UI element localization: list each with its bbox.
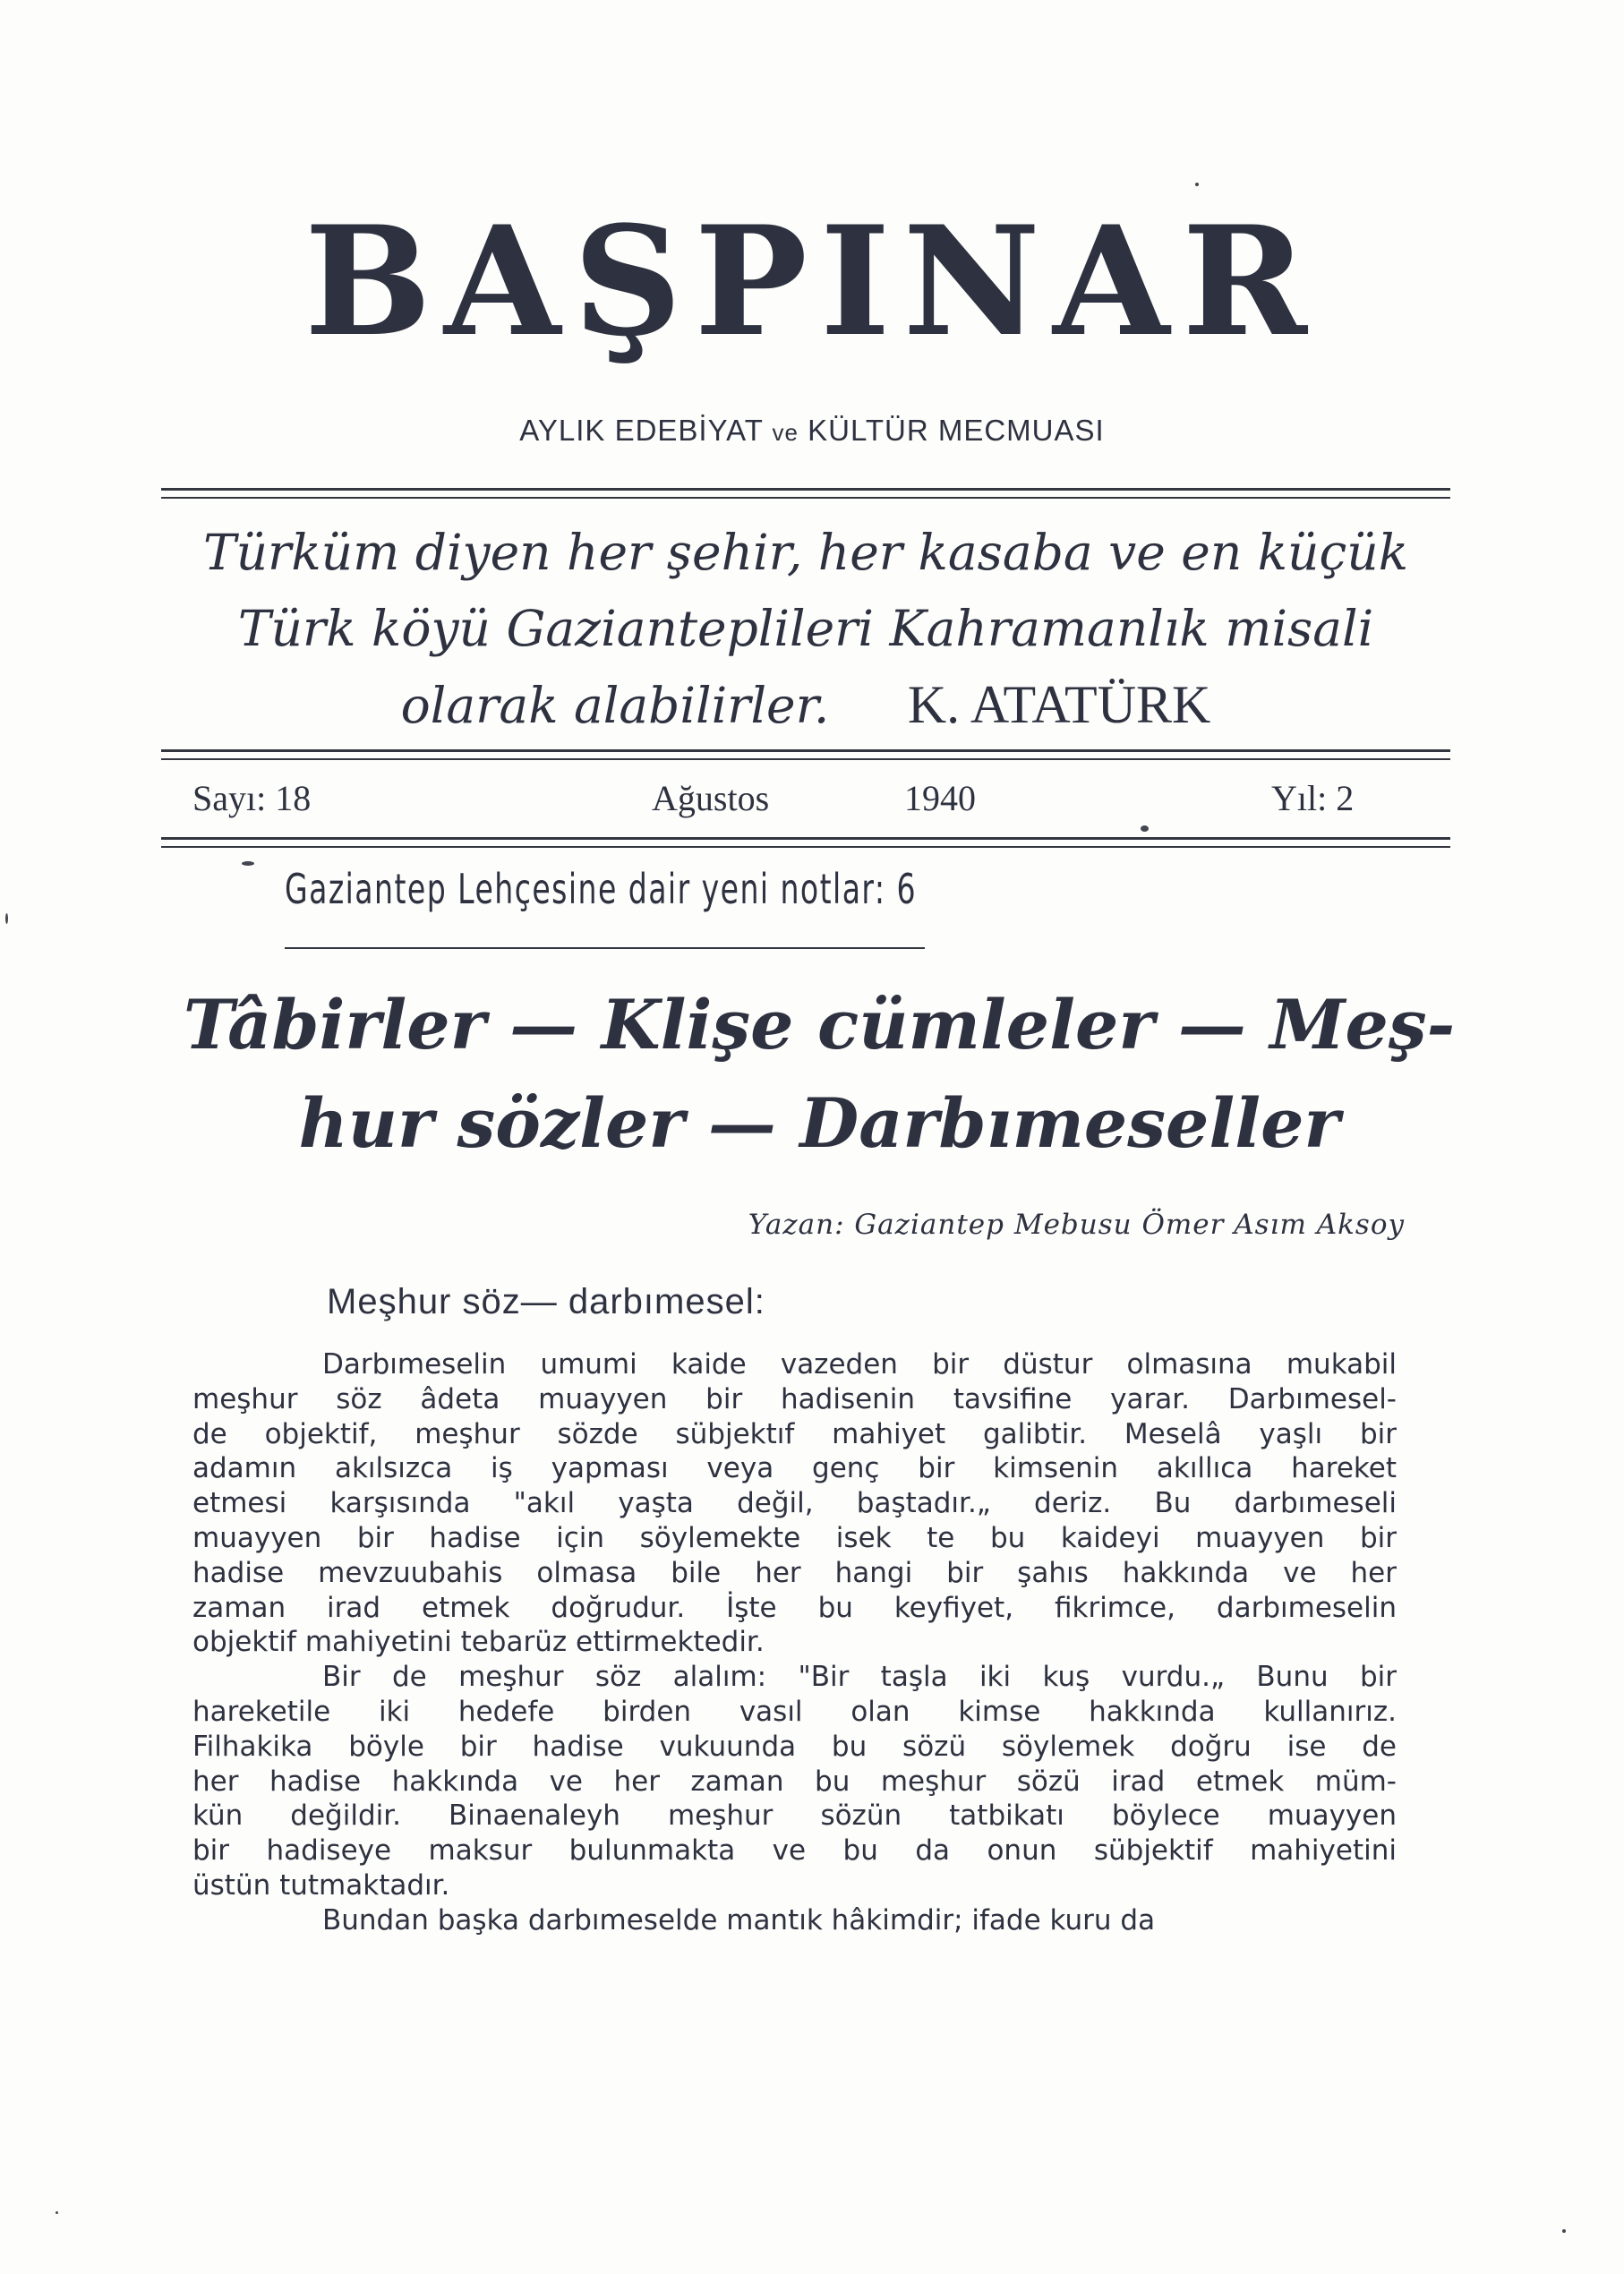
article-body [192, 1347, 1397, 1938]
issue-month: Ağustos [652, 778, 770, 818]
scan-speck [1195, 183, 1199, 186]
series-title: Gaziantep Lehçesine dair yeni notlar: 6 [285, 865, 917, 913]
ataturk-quote [161, 515, 1450, 744]
subtitle-part-b: KÜLTÜR MECMUASI [808, 414, 1105, 447]
scan-speck [1141, 825, 1149, 832]
body-line: kün değildir. Binaenaleyh meşhur sözün tatbikatı böylece muayyen [192, 1800, 1397, 1833]
body-line: zaman irad etmek doğrudur. İşte bu keyfiyet, fikrimce, darbımeselin [192, 1591, 1397, 1624]
quote-line-3-text: olarak alabilirler. [400, 677, 830, 734]
quote-line-3 [161, 667, 1450, 744]
body-line: hareketile iki hedefe birden vasıl olan kimse hakkında kullanırız. [192, 1695, 1397, 1728]
headline-line-1: Tâbirler — Klişe cümleler — Meş- [183, 985, 1456, 1064]
issue-volume: Yıl: 2 [1271, 778, 1355, 818]
body-line: Bir de meşhur söz alalım: "Bir taşla iki kuş vurdu.„ Bunu bir [322, 1661, 1397, 1694]
scan-speck [5, 913, 8, 924]
subtitle-ve: ve [772, 419, 799, 446]
article-byline: Yazan: Gaziantep Mebusu Ömer Asım Aksoy [748, 1209, 1405, 1241]
issue-rule-bottom-thick [161, 837, 1450, 840]
issue-year: 1940 [904, 778, 976, 818]
quote-line-1: Türküm diyen her şehir, her kasaba ve en küçük [202, 524, 1409, 581]
masthead-subtitle [0, 414, 1624, 448]
series-title-underline [285, 947, 925, 949]
body-line: hadise mevzuubahis olmasa bile her hangi bir şahıs hakkında ve her [192, 1556, 1397, 1589]
body-line: Filhakika böyle bir hadise vukuunda bu sözü söylemek doğru ise de [192, 1730, 1397, 1763]
body-line: Darbımeselin umumi kaide vazeden bir düstur olmasına mukabil [322, 1348, 1397, 1381]
scan-speck [56, 2211, 58, 2214]
top-rule-thick [161, 488, 1450, 491]
article-headline [179, 976, 1459, 1173]
masthead-title: BAŞPINAR [303, 192, 1321, 370]
subtitle-part-a: AYLIK EDEBİYAT [519, 414, 764, 447]
scan-speck [1562, 2229, 1566, 2233]
quote-line-2: Türk köyü Gazianteplileri Kahramanlık misali [237, 600, 1374, 657]
headline-line-2: hur sözler — Darbımeseller [298, 1083, 1340, 1163]
body-line: bir hadiseye maksur bulunmakta ve bu da onun sübjektif mahiyetini [192, 1834, 1397, 1868]
body-line: de objektif, meşhur sözde sübjektıf mahiyet galibtir. Meselâ yaşlı bir [192, 1417, 1397, 1450]
body-line: meşhur söz âdeta muayyen bir hadisenin tavsifine yarar. Darbımesel- [192, 1382, 1397, 1415]
issue-number: Sayı: 18 [192, 778, 312, 818]
body-line: etmesi karşısında "akıl yaşta değil, baştadır.„ deriz. Bu darbımeseli [192, 1487, 1397, 1520]
body-line: Bundan başka darbımeselde mantık hâkimdir; ifade kuru da [322, 1903, 1156, 1936]
issue-rule-bottom-thin [161, 846, 1450, 848]
issue-rule-top-thick [161, 749, 1450, 752]
top-rule-thin [161, 497, 1450, 499]
body-line: objektif mahiyetini tebarüz ettirmektedir. [192, 1626, 765, 1659]
quote-author: K. ATATÜRK [907, 675, 1211, 734]
scan-speck [242, 861, 254, 866]
issue-rule-top-thin [161, 758, 1450, 760]
body-line: her hadise hakkında ve her zaman bu meşhur sözü irad etmek müm- [192, 1765, 1397, 1798]
section-title: Meşhur söz— darbımesel: [327, 1282, 765, 1321]
body-line: üstün tutmaktadır. [192, 1868, 450, 1902]
body-line: muayyen bir hadise için söylemekte isek te bu kaideyi muayyen bir [192, 1521, 1397, 1554]
body-line: adamın akılsızca iş yapması veya genç bir kimsenin akıllıca hareket [192, 1452, 1397, 1485]
